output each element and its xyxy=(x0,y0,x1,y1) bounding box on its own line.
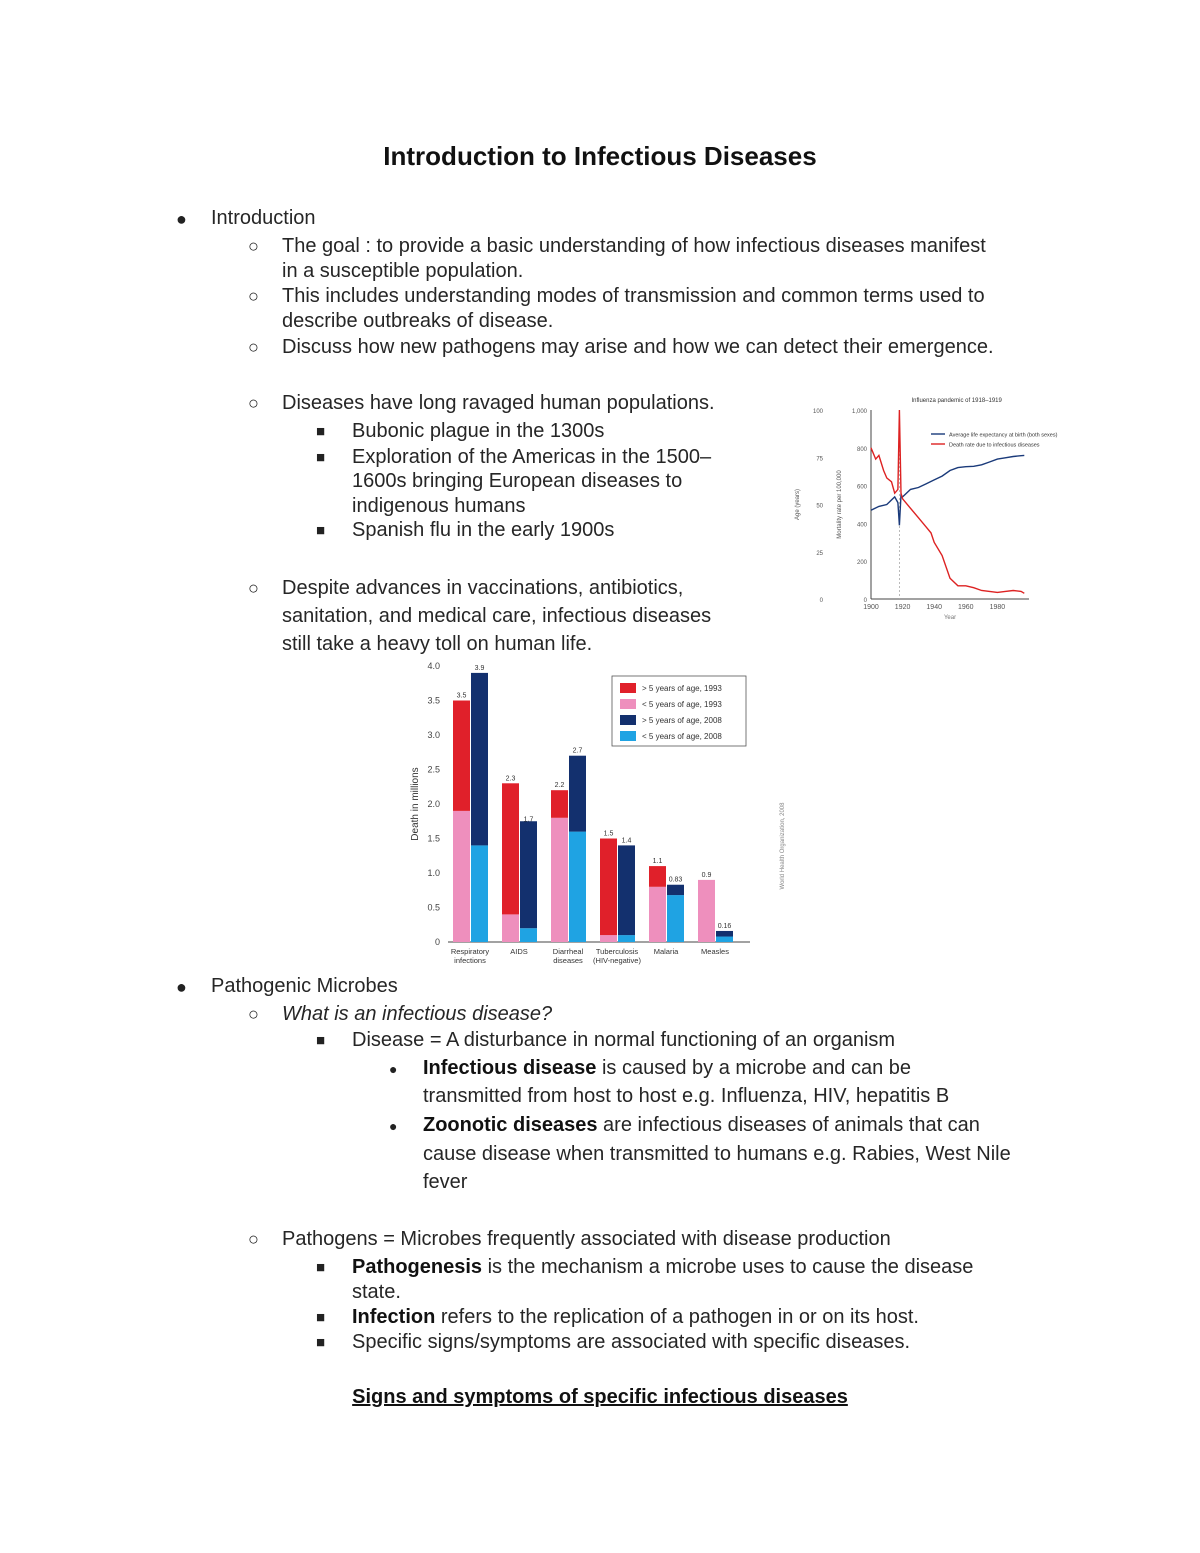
bar-total-label: 1.5 xyxy=(603,830,614,838)
legend-label: Death rate due to infectious diseases xyxy=(949,442,1040,449)
text-infectious-rest: is caused by a microbe and can be xyxy=(596,1057,912,1079)
y-axis-label-right: Mortality rate per 100,000 xyxy=(837,470,843,539)
bullet-square-icon: ■ xyxy=(316,522,326,539)
legend-swatch xyxy=(620,731,636,741)
bar-under5-1993 xyxy=(600,935,617,942)
bullet-square-icon: ■ xyxy=(316,1032,326,1049)
text-goal-line2: in a susceptible population. xyxy=(282,260,524,282)
text-zoonotic-line1 xyxy=(423,1113,980,1138)
bar-over5-1993 xyxy=(600,839,617,936)
text-flu: Spanish flu in the early 1900s xyxy=(352,519,615,541)
y-tick-label: 2.0 xyxy=(427,799,440,809)
bullet-disc-icon: ● xyxy=(176,977,187,997)
bullet-circle-icon: ○ xyxy=(248,578,259,598)
y-tick-label: 3.5 xyxy=(427,695,440,706)
bar-over5-2008 xyxy=(569,756,586,832)
bar-total-label: 2.7 xyxy=(572,747,583,755)
section-heading-pathogenic-microbes: Pathogenic Microbes xyxy=(211,975,398,997)
y-tick-label-left: 50 xyxy=(816,503,823,510)
text-zoonotic-rest: are infectious diseases of animals that can xyxy=(597,1114,980,1136)
y-axis-label-left: Age (years) xyxy=(795,488,801,521)
bar-under5-2008 xyxy=(520,928,537,942)
text-modes-line2: describe outbreaks of disease. xyxy=(282,310,554,332)
x-tick-label: 1920 xyxy=(894,604,911,611)
y-axis-label: Death in millions xyxy=(410,767,421,841)
y-tick-label-left: 100 xyxy=(812,409,823,415)
x-tick-label: 1960 xyxy=(958,604,974,611)
page-title: Introduction to Infectious Diseases xyxy=(383,141,817,171)
text-infection-rest: refers to the replication of a pathogen in or on its host. xyxy=(435,1306,919,1328)
bullet-disc-icon: ● xyxy=(176,209,187,229)
y-tick-label-left: 75 xyxy=(816,456,823,463)
bar-total-label: 0.9 xyxy=(701,871,712,879)
text-americas-line1: Exploration of the Americas in the 1500– xyxy=(352,446,712,468)
text-americas-line2: 1600s bringing European diseases to xyxy=(352,470,683,492)
text-infectious-line2: transmitted from host to host e.g. Influenza, HIV, hepatitis B xyxy=(423,1085,950,1107)
bullet-circle-icon: ○ xyxy=(248,337,259,357)
source-note: World Health Organization, 2008 xyxy=(780,802,786,890)
category-label: Measles xyxy=(701,947,729,956)
bar-under5-1993 xyxy=(453,811,470,942)
y-tick-label-right: 1,000 xyxy=(851,409,867,415)
y-tick-label-right: 800 xyxy=(856,446,867,453)
y-tick-label: 0 xyxy=(434,937,440,947)
category-label: diseases xyxy=(553,956,583,965)
y-tick-label: 1.0 xyxy=(427,868,440,878)
category-label: (HIV-negative) xyxy=(593,956,641,965)
bar-under5-2008 xyxy=(667,895,684,942)
text-question: What is an infectious disease? xyxy=(282,1003,553,1025)
section-heading-introduction: Introduction xyxy=(211,207,316,229)
bar-under5-2008 xyxy=(618,935,635,942)
y-tick-label-right: 400 xyxy=(856,522,867,529)
bar-over5-2008 xyxy=(520,821,537,928)
category-label: Respiratory xyxy=(450,947,490,956)
legend-label: Average life expectancy at birth (both sexes) xyxy=(949,432,1058,439)
text-infection xyxy=(352,1305,919,1330)
life-expectancy-line-chart xyxy=(785,392,1115,624)
term-infectious-disease: Infectious disease xyxy=(423,1057,597,1079)
legend-swatch xyxy=(620,715,636,725)
y-tick-label-right: 600 xyxy=(856,484,867,491)
text-zoonotic-line2: cause disease when transmitted to humans e.g. Rabies, West Nile xyxy=(423,1143,1011,1165)
category-label: infections xyxy=(454,956,486,965)
y-tick-label-right: 0 xyxy=(863,598,867,604)
x-tick-label: 1940 xyxy=(926,604,942,611)
legend-label: > 5 years of age, 1993 xyxy=(642,684,722,693)
bullet-circle-icon: ○ xyxy=(248,1229,259,1249)
bar-over5-2008 xyxy=(618,845,635,935)
text-despite-line1: Despite advances in vaccinations, antibiotics, xyxy=(282,577,684,599)
bar-under5-2008 xyxy=(716,937,733,942)
text-disease-definition: Disease = A disturbance in normal functioning of an organism xyxy=(352,1029,896,1051)
term-zoonotic-diseases: Zoonotic diseases xyxy=(423,1114,598,1136)
y-tick-label-left: 25 xyxy=(816,550,823,557)
x-axis-label: Year xyxy=(943,615,957,621)
bullet-circle-icon: ○ xyxy=(248,286,259,306)
bar-under5-2008 xyxy=(471,845,488,942)
y-tick-label: 4.0 xyxy=(427,661,440,671)
text-modes-line1: This includes understanding modes of transmission and common terms used to xyxy=(282,285,985,307)
bar-over5-1993 xyxy=(649,866,666,887)
bullet-disc-icon: ● xyxy=(389,1118,398,1134)
bullet-square-icon: ■ xyxy=(316,1259,326,1276)
y-tick-label: 1.5 xyxy=(427,833,440,844)
text-despite-line3: still take a heavy toll on human life. xyxy=(282,633,593,655)
legend-label: < 5 years of age, 1993 xyxy=(642,700,722,709)
bar-over5-1993 xyxy=(502,783,519,914)
term-infection: Infection xyxy=(352,1306,436,1328)
x-tick-label: 1980 xyxy=(989,604,1006,611)
bar-under5-1993 xyxy=(551,818,568,942)
text-americas-line3: indigenous humans xyxy=(352,495,526,517)
text-pathogenesis-line2: state. xyxy=(352,1281,401,1303)
y-tick-label: 3.0 xyxy=(427,730,440,740)
bullet-square-icon: ■ xyxy=(316,1309,326,1326)
pandemic-annotation: Influenza pandemic of 1918–1919 xyxy=(911,398,1002,404)
y-tick-label-right: 200 xyxy=(856,560,867,567)
y-tick-label-left: 0 xyxy=(819,598,823,604)
text-plague: Bubonic plague in the 1300s xyxy=(352,420,605,442)
category-label: AIDS xyxy=(510,947,528,956)
bar-over5-1993 xyxy=(453,701,470,811)
text-goal-line1: The goal : to provide a basic understanding of how infectious diseases manifest xyxy=(282,235,986,257)
text-pathogenesis-rest: is the mechanism a microbe uses to cause the disease xyxy=(482,1256,974,1278)
text-despite-line2: sanitation, and medical care, infectious diseases xyxy=(282,605,712,627)
text-specific: Specific signs/symptoms are associated with specific diseases. xyxy=(352,1331,911,1353)
bar-over5-1993 xyxy=(551,790,568,818)
bar-total-label: 0.16 xyxy=(717,922,732,930)
bar-total-label: 1.7 xyxy=(523,816,534,824)
bar-over5-2008 xyxy=(667,885,684,895)
bar-total-label: 3.9 xyxy=(474,664,485,672)
text-ravaged: Diseases have long ravaged human populations. xyxy=(282,392,715,414)
bar-total-label: 1.4 xyxy=(621,837,632,845)
term-pathogenesis: Pathogenesis xyxy=(352,1256,483,1278)
bar-total-label: 2.2 xyxy=(554,782,565,790)
y-tick-label: 0.5 xyxy=(427,902,440,913)
category-label: Malaria xyxy=(653,947,679,956)
bullet-square-icon: ■ xyxy=(316,1334,326,1351)
bullet-disc-icon: ● xyxy=(389,1061,398,1077)
y-tick-label: 2.5 xyxy=(427,764,440,775)
bullet-circle-icon: ○ xyxy=(248,1004,259,1024)
bar-total-label: 3.5 xyxy=(456,692,467,700)
bar-over5-2008 xyxy=(471,673,488,846)
bar-under5-2008 xyxy=(569,832,586,942)
legend-swatch xyxy=(620,683,636,693)
category-label: Tuberculosis xyxy=(595,947,639,956)
bullet-square-icon: ■ xyxy=(316,423,326,440)
text-zoonotic-line3: fever xyxy=(423,1171,468,1193)
text-discuss: Discuss how new pathogens may arise and how we can detect their emergence. xyxy=(282,336,994,358)
bullet-circle-icon: ○ xyxy=(248,393,259,413)
category-label: Diarrheal xyxy=(552,947,584,956)
legend-label: > 5 years of age, 2008 xyxy=(642,716,722,725)
x-tick-label: 1900 xyxy=(863,604,879,611)
bullet-circle-icon: ○ xyxy=(248,236,259,256)
bar-total-label: 2.3 xyxy=(505,775,516,783)
legend-label: < 5 years of age, 2008 xyxy=(642,732,722,741)
legend-swatch xyxy=(620,699,636,709)
subheading-signs-symptoms: Signs and symptoms of specific infectious diseases xyxy=(352,1386,848,1408)
bar-under5-1993 xyxy=(502,914,519,942)
bar-over5-2008 xyxy=(716,931,733,937)
text-pathogenesis-line1 xyxy=(352,1255,973,1280)
bullet-square-icon: ■ xyxy=(316,449,326,466)
deaths-bar-chart xyxy=(400,656,795,974)
bar-under5-1993 xyxy=(698,880,715,942)
bar-total-label: 1.1 xyxy=(652,858,663,866)
bar-under5-1993 xyxy=(649,887,666,942)
text-infectious-line1 xyxy=(423,1056,911,1081)
bar-total-label: 0.83 xyxy=(668,876,683,884)
text-pathogens-definition: Pathogens = Microbes frequently associated with disease production xyxy=(282,1228,891,1250)
